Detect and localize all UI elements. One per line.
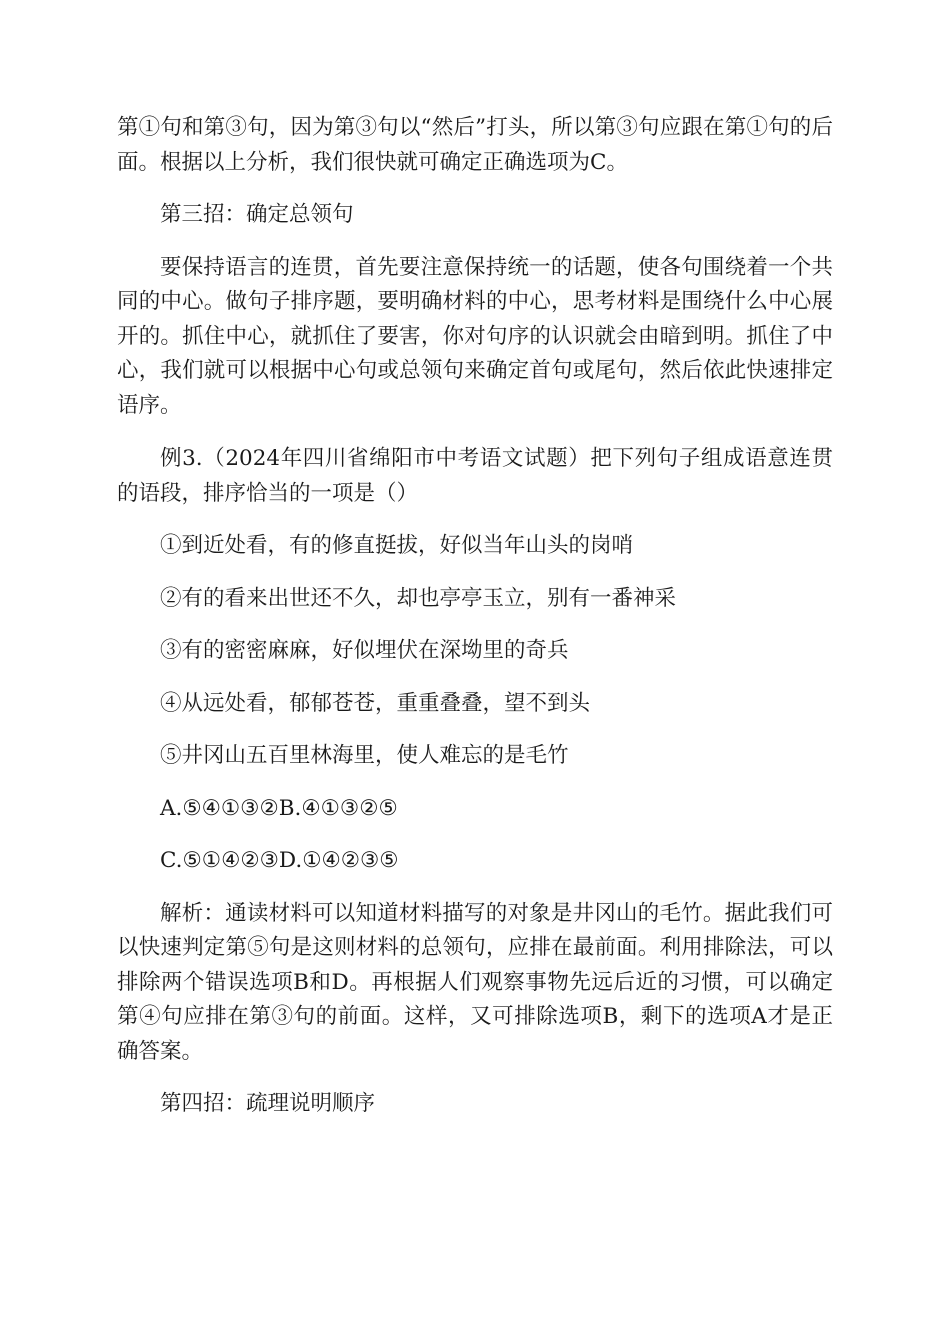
- sentence-item: ⑤井冈山五百里林海里，使人难忘的是毛竹: [160, 743, 569, 768]
- explanation-paragraph: 要保持语言的连贯，首先要注意保持统一的话题，使各句围绕着一个共同的中心。做句子排序题，要明确材料的中心，思考材料是围绕什么中心展开的。抓住中心，就抓住了要害，你对句序的认识就会由暗到明。抓住了中心，我们就可以根据中心句或总领句来确定首句或尾句，然后依此快速排定语序。: [117, 254, 833, 418]
- example-question: 例3.（2024年四川省绵阳市中考语文试题）把下列句子组成语意连贯的语段，排序恰当的一项是（）: [117, 446, 833, 506]
- answer-options: A.⑤④①③②B.④①③②⑤: [160, 795, 398, 821]
- document-page: [117, 111, 833, 1122]
- sentence-item: ②有的看来出世还不久，却也亭亭玉立，别有一番神采: [160, 585, 677, 611]
- sentence-item: ①到近处看，有的修直挺拔，好似当年山头的岗哨: [160, 533, 634, 558]
- sentence-item: ④从远处看，郁郁苍苍，重重叠叠，望不到头: [160, 690, 591, 716]
- section-heading-fourth: 第四招：疏理说明顺序: [160, 1091, 376, 1116]
- section-heading-third: 第三招：确定总领句: [160, 202, 354, 227]
- sentence-item: ③有的密密麻麻，好似埋伏在深坳里的奇兵: [160, 638, 569, 663]
- continuation-paragraph: 第①句和第③句，因为第③句以“然后”打头，所以第③句应跟在第①句的后面。根据以上分析，我们很快就可确定正确选项为C。: [117, 115, 833, 175]
- analysis-paragraph: 解析：通读材料可以知道材料描写的对象是井冈山的毛竹。据此我们可以快速判定第⑤句是这则材料的总领句，应排在最前面。利用排除法，可以排除两个错误选项B和D。再根据人们观察事物先远后近的习惯，可以确定第④句应排在第③句的前面。这样，又可排除选项B，剩下的选项A才是正确答案。: [117, 900, 833, 1064]
- answer-options: C.⑤①④②③D.①④②③⑤: [160, 848, 399, 873]
